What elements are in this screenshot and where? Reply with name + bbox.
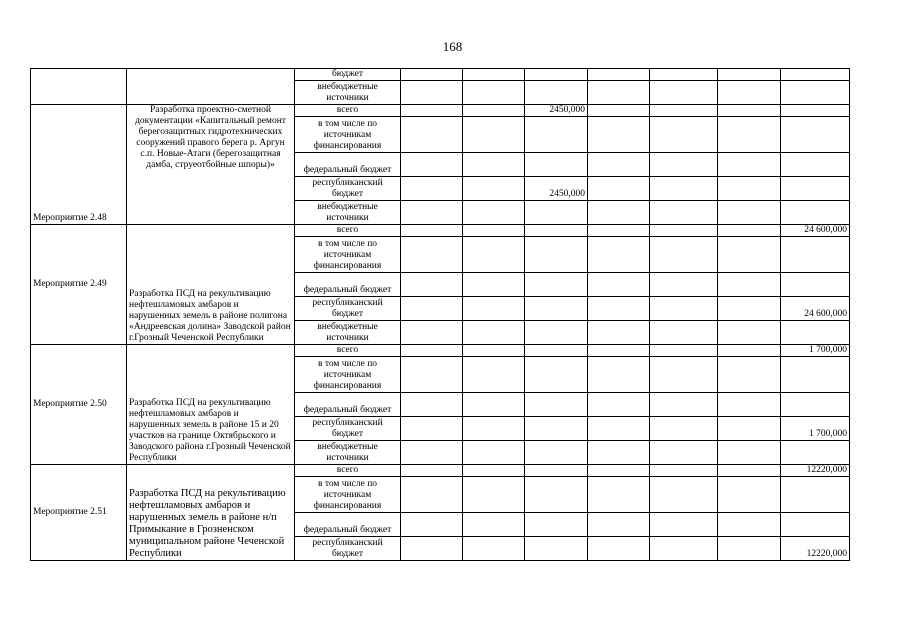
value-cell <box>525 225 588 237</box>
value-cell <box>781 81 850 105</box>
value-cell: 24 600,000 <box>781 225 850 237</box>
measure-description-cell: Разработка проектно-сметной документации «Капитальный ремонт берегозащитных гидротехнических сооружений правого берега р. Аргун с.п. Новые-Атаги (берегозащитная дамба, струеотбойные шпоры)» <box>127 105 295 225</box>
table-row <box>31 69 850 81</box>
measure-name-cell: Мероприятие 2.50 <box>31 345 127 465</box>
funding-source-cell: республиканский бюджет <box>295 297 401 321</box>
funding-source-cell: всего <box>295 105 401 117</box>
funding-source-cell: всего <box>295 465 401 477</box>
measure-name-cell: Мероприятие 2.48 <box>31 105 127 225</box>
value-cell: 1 700,000 <box>781 417 850 441</box>
funding-source-cell: федеральный бюджет <box>295 273 401 297</box>
funding-source-cell: республиканский бюджет <box>295 177 401 201</box>
measure-description-cell: Разработка ПСД на рекультивацию нефтешламовых амбаров и нарушенных земель в районе н/п Примыкание в Грозненском муниципальном районе Чеченской Республики <box>127 465 295 561</box>
value-cell <box>781 105 850 117</box>
measure-name-cell <box>31 69 127 105</box>
funding-source-cell: в том числе по источникам финансирования <box>295 357 401 393</box>
value-cell: 24 600,000 <box>781 297 850 321</box>
funding-source-cell: в том числе по источникам финансирования <box>295 237 401 273</box>
funding-source-cell: в том числе по источникам финансирования <box>295 117 401 153</box>
funding-source-cell: внебюджетные источники <box>295 201 401 225</box>
financing-table <box>30 68 850 561</box>
table-row <box>31 465 850 477</box>
funding-source-cell: бюджет <box>295 69 401 81</box>
table-row <box>31 345 850 357</box>
funding-source-cell: всего <box>295 345 401 357</box>
funding-source-cell: всего <box>295 225 401 237</box>
measure-description-cell <box>127 69 295 105</box>
value-cell: 2450,000 <box>525 177 588 201</box>
value-cell <box>525 465 588 477</box>
funding-source-cell: внебюджетные источники <box>295 321 401 345</box>
value-cell: 1 700,000 <box>781 345 850 357</box>
funding-source-cell: внебюджетные источники <box>295 441 401 465</box>
table-row <box>31 225 850 237</box>
value-cell <box>781 69 850 81</box>
measure-name-cell: Мероприятие 2.49 <box>31 225 127 345</box>
value-cell <box>781 177 850 201</box>
funding-source-cell: республиканский бюджет <box>295 417 401 441</box>
funding-source-cell: республиканский бюджет <box>295 537 401 561</box>
measure-name-cell: Мероприятие 2.51 <box>31 465 127 561</box>
funding-source-cell: федеральный бюджет <box>295 393 401 417</box>
value-cell: 12220,000 <box>781 537 850 561</box>
funding-source-cell: федеральный бюджет <box>295 513 401 537</box>
page-number: 168 <box>442 39 463 54</box>
funding-source-cell: в том числе по источникам финансирования <box>295 477 401 513</box>
measure-description-cell: Разработка ПСД на рекультивацию нефтешламовых амбаров и нарушенных земель в районе полигона «Андреевская долина» Заводской район г.Грозный Чеченской Республики <box>127 225 295 345</box>
measure-description-cell: Разработка ПСД на рекультивацию нефтешламовых амбаров и нарушенных земель в районе 15 и 20 участков на границе Октябрьского и Заводского района г.Грозный Чеченской Республики <box>127 345 295 465</box>
funding-source-cell: внебюджетные источники <box>295 81 401 105</box>
table-row <box>31 105 850 117</box>
funding-source-cell: федеральный бюджет <box>295 153 401 177</box>
value-cell: 2450,000 <box>525 105 588 117</box>
value-cell: 12220,000 <box>781 465 850 477</box>
value-cell <box>525 345 588 357</box>
